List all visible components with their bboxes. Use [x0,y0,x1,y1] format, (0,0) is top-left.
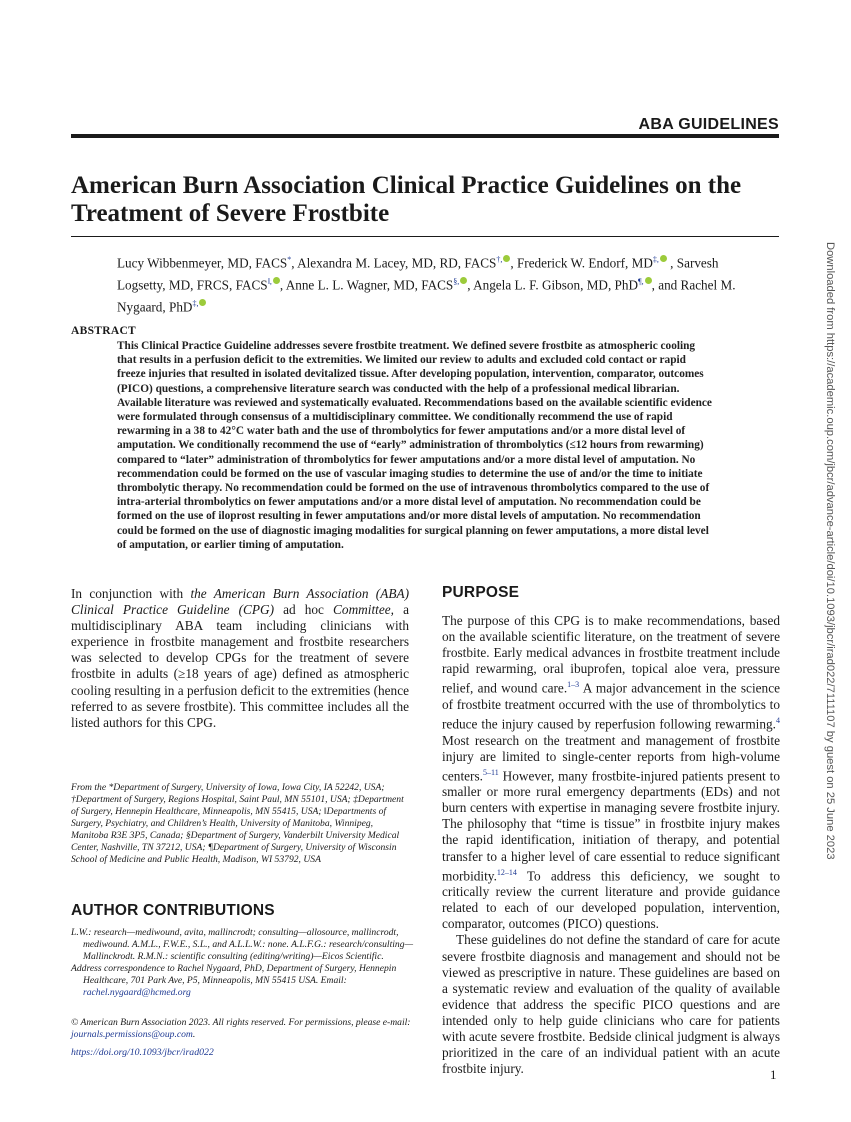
download-note [822,242,836,882]
contributions-block [71,927,416,1000]
purpose-text: Most research on the treatment and management of frostbite injury are limited to single-center reports from high-volume centers. [442,732,780,784]
intro-text: In conjunction with [71,586,191,601]
correspondence [71,963,416,999]
orcid-icon[interactable] [199,299,206,306]
author-name: Lucy Wibbenmeyer, MD, FACS [117,255,288,271]
permissions-email-link[interactable]: journals.permissions@oup.com [71,1029,193,1040]
purpose-paragraph: These guidelines do not define the standard of care for acute severe frostbite diagnosis and management and should not be viewed as prescriptive in nature. These guidelines are based on a systematic review and evaluation of the quality of available evidence that address the specific PICO questions and are intended only to help guide clinicians who care for patients with acute severe frostbite. Bedside clinical judgment is always prioritized in the care of an individual patient with an acute frostbite injury. [442,932,780,1077]
purpose-text: To address this deficiency, we sought to critically review the current literature and provide guidance related to each of our developed population, intervention, comparator, outcomes (PICO) questions. [442,868,780,932]
contributions-heading: AUTHOR CONTRIBUTIONS [71,902,275,919]
purpose-text: However, many frostbite-injured patients present to smaller or more rural emergency departments (EDs) and not burn centers with expertise in managing severe frostbite injury. The philosophy that “time is tissue” in frostbite injury makes the rapid identification, initiation of therapy, and potential transfer to a higher level of care essential to reduce significant morbidity. [442,768,780,884]
orcid-icon[interactable] [645,277,652,284]
author-affiliation-mark: ‡, [652,255,659,264]
author-affiliation-mark: §, [453,276,460,286]
purpose-paragraph [442,613,780,932]
copyright-text: © American Burn Association 2023. All rights reserved. For permissions, please e-mail: [71,1017,411,1028]
contributions-roles: L.W.: research—mediwound, avita, mallincrodt; consulting—allosource, mallincrodt, mediwound. A.M.L., F.W.E., S.L., and A.L.L.W.: none. A.L.F.G.: research/consulting—Mallinckrodt. R.M.N.: scientific consulting (editing/writing)—Eicos Scientific. [71,927,414,963]
copyright-end: . [192,1029,196,1040]
citation-link[interactable]: 12–14 [496,867,517,877]
section-tag: ABA GUIDELINES [632,116,779,134]
title-rule [71,236,779,237]
citation-link[interactable]: 4 [776,715,780,725]
author-name: , Alexandra M. Lacey, MD, RD, FACS [291,255,497,271]
author-affiliation-mark: †, [496,255,503,264]
author-name: , Sarvesh Logsetty, MD, FRCS, FACS [117,255,719,293]
citation-link[interactable]: 5–11 [482,767,499,777]
author-name: , Angela L. F. Gibson, MD, PhD [467,277,638,293]
intro-text: a multidisciplinary ABA team including clinicians with experience in frostbite management and frostbite researchers was selected to develop CPGs for the treatment of severe frostbite in adults (≥18 years of age) defined as atmospheric cooling resulting in a perfusion deficit to the extremities (hence referred to as severe frostbite). This committee includes all the listed authors for this CPG. [71,602,409,730]
abstract-heading: ABSTRACT [71,325,137,337]
purpose-text: A major advancement in the science of frostbite treatment occurred with the use of thrombolytics to reduce the injury caused by reperfusion following rewarming. [442,680,780,732]
purpose-body [442,613,780,1077]
correspondence-text: Address correspondence to Rachel Nygaard, PhD, Department of Surgery, Hennepin Healthcare, 701 Park Ave, P5, Minneapolis, MN 55415 USA. Email: [71,963,397,987]
author-name: , and Rachel M. Nygaard, PhD [117,277,736,315]
author-list [117,251,737,317]
abstract-text: This Clinical Practice Guideline addresses severe frostbite treatment. We defined severe frostbite as atmospheric cooling that results in a perfusion deficit to the extremities. We limited our review to adults and excluded cold contact or rapid freeze injuries that resulted in isolated devitalized tissue. After developing population, intervention, comparator, outcomes (PICO) questions, a comprehensive literature search was conducted with the help of a professional medical librarian. Available literature was reviewed and systematically evaluated. Recommendations based on the available scientific evidence were formulated through consensus of a multidisciplinary committee. We conditionally recommend the use of rapid rewarming in a 38 to 42°C water bath and the use of thrombolytics for fewer amputations and/or a more distal level of amputation. We conditionally recommend the use of “early” administration of thrombolytics (≤12 hours from rewarming) compared to “later” administration of thrombolytics for fewer amputations and/or a more distal level of amputation. No recommendation could be formed on the use of vascular imaging studies to determine the use of and/or the time to initiate thrombolytic therapy. No recommendation could be formed on the use of intravenous thrombolytics compared to the use of intra-arterial thrombolytics on fewer amputations and/or a more distal level of amputation. No recommendation could be formed on the use of iloprost resulting in fewer amputations and/or more distal levels of amputation. No recommendation could be formed on the use of diagnostic imaging modalities for surgical planning on fewer amputations, a more distal level of amputation, or earlier timing of amputation. [117,340,712,551]
intro-paragraph [71,586,409,731]
author-affiliation-mark: ‡, [192,298,199,308]
author-name: , Anne L. L. Wagner, MD, FACS [279,277,454,293]
copyright-notice [71,1017,416,1041]
author-affiliation-mark: * [287,255,292,264]
purpose-heading: PURPOSE [442,584,520,601]
orcid-icon[interactable] [273,277,280,284]
author-affiliation-mark: ‖, [267,276,272,286]
page-number: 1 [770,1067,777,1082]
author-affiliation-mark: ¶, [638,276,644,286]
doi-link[interactable]: https://doi.org/10.1093/jbcr/irad022 [71,1047,214,1058]
intro-italic-text: Committee, [333,602,394,618]
affiliations: From the *Department of Surgery, University of Iowa, Iowa City, IA 52242, USA; †Department of Surgery, Regions Hospital, Saint Paul, MN 55101, USA; ‡Department of Surgery, Hennepin Healthcare, Minneapolis, MN 55415, USA; ‖Departments of Surgery, Psychiatry, and Children’s Health, University of Manitoba, Winnipeg, Manitoba R3E 3P5, Canada; §Department of Surgery, Vanderbilt University Medical Center, Nashville, TN 37212, USA; ¶Department of Surgery, University of Wisconsin School of Medicine and Public Health, Madison, WI 53792, USA [71,782,404,865]
purpose-text: The purpose of this CPG is to make recommendations, based on the available scientific literature, on the treatment of severe frostbite. Early medical advances in frostbite treatment include rapid rewarming, oral ibuprofen, topical aloe vera, pressure relief, and wound care. [442,613,780,696]
citation-link[interactable]: 1–3 [567,680,580,690]
download-note-text: Downloaded from https://academic.oup.com/jbcr/advance-article/doi/10.1093/jbcr/irad022/7111107 by guest on 25 June 2023 [824,242,836,860]
author-name: , Frederick W. Endorf, MD [510,255,653,271]
header-rule [71,134,779,138]
intro-text: ad hoc [274,602,334,618]
intro-italic-text: the American Burn Association (ABA) Clinical Practice Guideline (CPG) [71,586,410,618]
orcid-icon[interactable] [660,255,667,262]
email-link[interactable]: rachel.nygaard@hcmed.org [83,987,191,999]
article-title: American Burn Association Clinical Practice Guidelines on the Treatment of Severe Frostbite [71,172,742,227]
